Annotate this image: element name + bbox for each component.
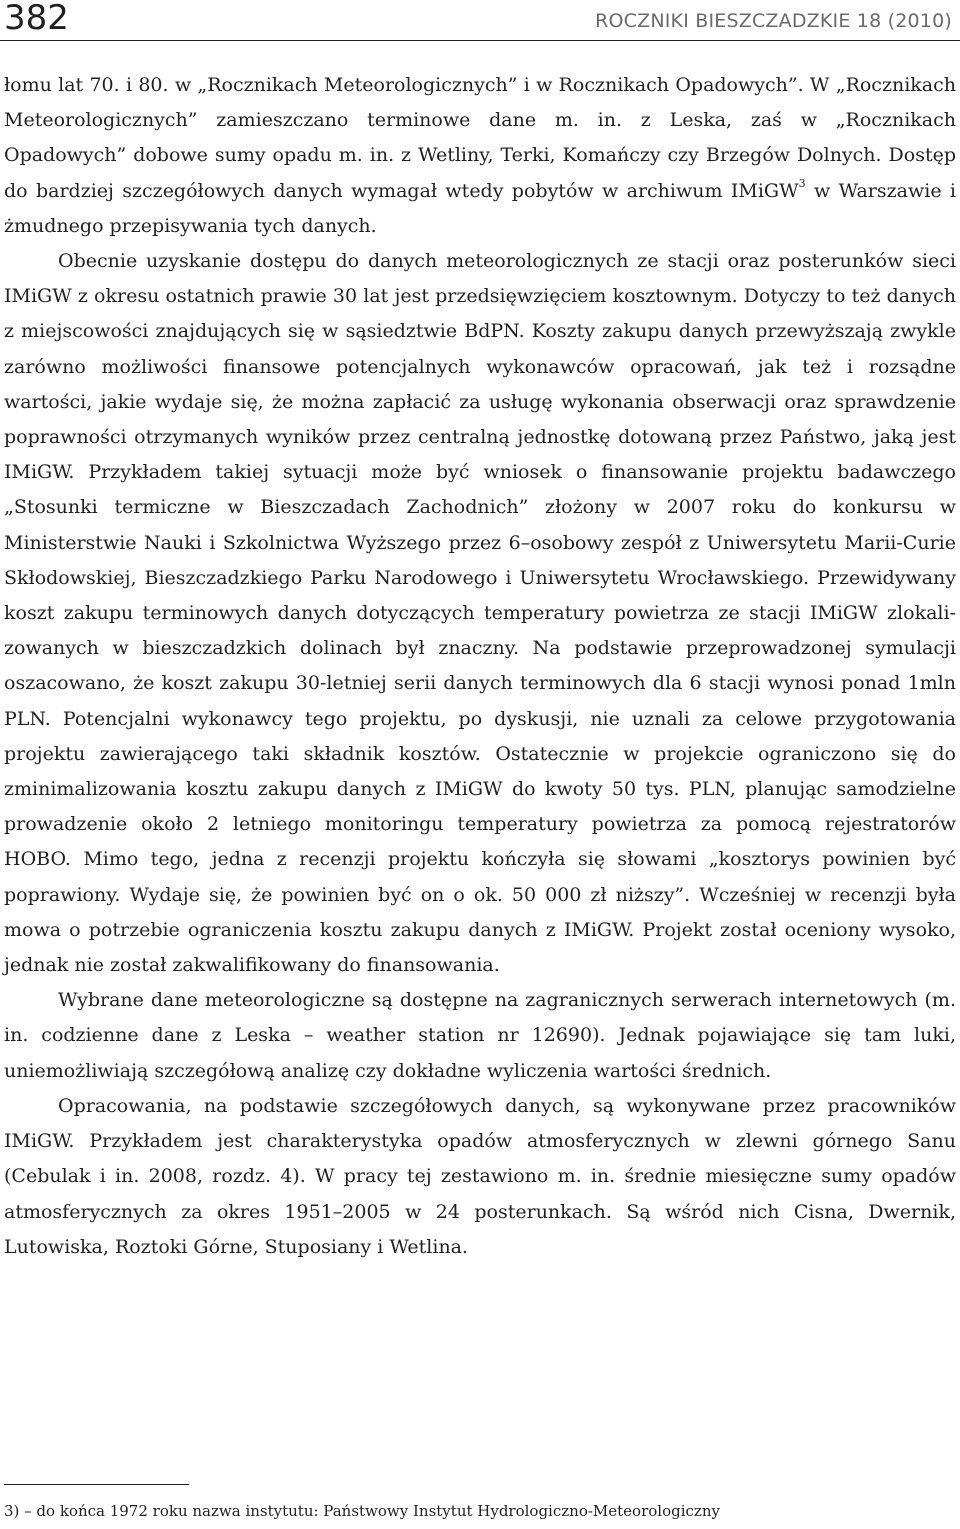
header-divider	[0, 40, 960, 41]
footnote-marker: 3	[798, 177, 806, 191]
footnote: 3) – do końca 1972 roku nazwa instytutu: Państwowy Instytut Hydrologiczno-Meteorologiczny	[4, 1502, 720, 1520]
paragraph-4: Opracowania, na podstawie szczegółowych danych, są wykonywane przez pracowników IMiGW. Przykładem jest charakterystyka opadów atmosferycznych w zlewni górnego Sanu (Cebulak i in. 2008, rozdz. 4). W pracy tej zestawiono m. in. średnie miesięczne sumy opadów atmosferycznych za okres 1951–2005 w 24 posterunkach. Są wśród nich Cisna, Dwernik, Lutowiska, Roztoki Górne, Stuposiany i Wetlina.	[4, 1094, 956, 1258]
footnote-divider	[4, 1484, 189, 1485]
running-title: ROCZNIKI BIESZCZADZKIE 18 (2010)	[595, 10, 952, 32]
paragraph-3: Wybrane dane meteorologiczne są dostępne na zagranicznych serwerach internetowych (m. in. codzienne dane z Leska – weather station nr 12690). Jednak pojawiające się tam luki, uniemożliwiają szczegółową analizę czy dokładne wyliczenia wartości średnich.	[4, 989, 956, 1082]
article-body	[4, 68, 956, 1265]
paragraph-1-text-a: łomu lat 70. i 80. w „Rocznikach Meteorologicznych” i w Rocznikach Opadowych”. W „Rocznikach Meteorologicznych” zamieszczano terminowe dane m. in. z Leska, zaś w „Rocznikach Opadowych” dobowe sumy opadu m. in. z Wetliny, Terki, Komańczy czy Brzegów Dolnych. Dostęp do bardziej szczegółowych danych wymagał wtedy pobytów w archiwum IMiGW	[4, 74, 956, 202]
page-number: 382	[4, 0, 69, 38]
paragraph-1-text-b: w Warszawie i żmudnego przepisywania tych danych.	[4, 179, 957, 237]
paragraph-2: Obecnie uzyskanie dostępu do danych meteorologicznych ze stacji oraz posterunków sieci IMiGW z okresu ostatnich prawie 30 lat jest przedsięwzięciem kosztownym. Dotyczy to też danych z miejscowości znajdujących się w sąsiedztwie BdPN. Koszty zakupu danych przewyższają zwykle zarówno możliwości finansowe potencjalnych wykonawców opracowań, jak też i rozsądne wartości, jakie wydaje się, że można zapłacić za usługę wykonania obserwacji oraz sprawdzenie poprawności otrzymanych wyników przez centralną jednostkę dotowaną przez Państwo, jaką jest IMiGW. Przykładem takiej sytuacji może być wniosek o finansowanie projektu badawczego „Stosunki termiczne w Bieszczadach Zachodnich” złożony w 2007 roku do konkursu w Ministerstwie Nauki i Szkolnictwa Wyższego przez 6–osobowy zespół z Uniwersytetu Marii-Curie Skłodowskiej, Bieszczadzkiego Parku Narodowego i Uniwersytetu Wrocławskiego. Przewidywany koszt zakupu terminowych danych dotyczących temperatury powietrza ze stacji IMiGW zlokalizowanych w bieszczadzkich dolinach był znaczny. Na podstawie przeprowadzonej symulacji oszacowano, że koszt zakupu 30-letniej serii danych terminowych dla 6 stacji wynosi ponad 1mln PLN. Potencjalni wykonawcy tego projektu, po dyskusji, nie uznali za celowe przygotowania projektu zawierającego taki składnik kosztów. Ostatecznie w projekcie ograniczono się do zminimalizowania kosztu zakupu danych z IMiGW do kwoty 50 tys. PLN, planując samodzielne prowadzenie około 2 letniego monitoringu temperatury powietrza za pomocą rejestratorów HOBO. Mimo tego, jedna z recenzji projektu kończyła się słowami „kosztorys powinien być poprawiony. Wydaje się, że powinien być on o ok. 50 000 zł niższy”. Wcześniej w recenzji była mowa o potrzebie ograniczenia kosztu zakupu danych z IMiGW. Projekt został oceniony wysoko, jednak nie został zakwalifikowany do finansowania.	[4, 250, 956, 977]
paragraph-1	[4, 68, 956, 244]
